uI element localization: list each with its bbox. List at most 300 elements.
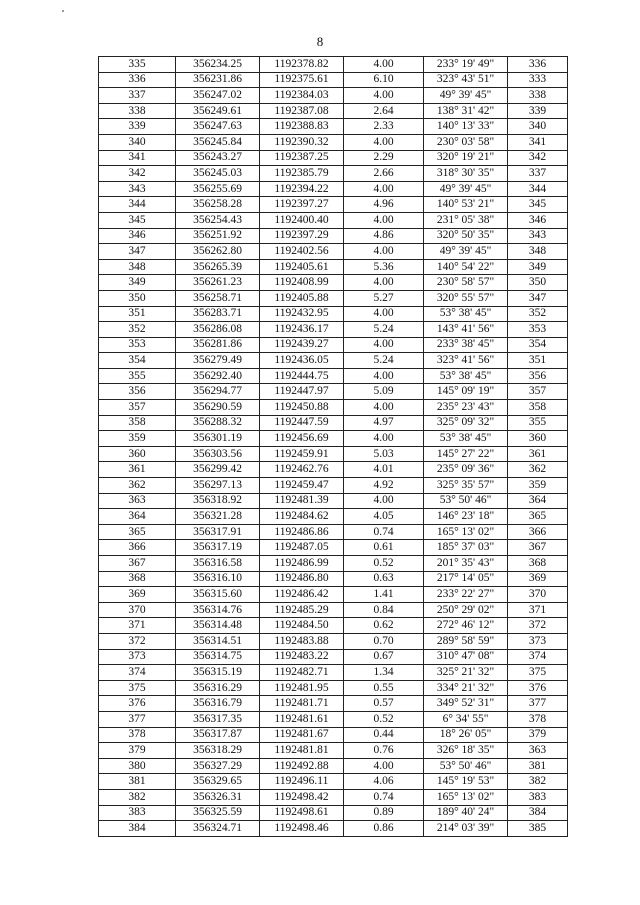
table-row xyxy=(99,462,568,478)
y-coordinate-cell: 1192387.25 xyxy=(260,150,344,166)
x-coordinate-cell: 356316.58 xyxy=(176,556,260,572)
table-row xyxy=(99,540,568,556)
next-point-cell: 384 xyxy=(508,805,568,821)
bearing-cell: 146° 23' 18" xyxy=(424,509,508,525)
next-point-cell: 372 xyxy=(508,618,568,634)
next-point-cell: 365 xyxy=(508,509,568,525)
point-number-cell: 336 xyxy=(99,72,176,88)
table-row xyxy=(99,259,568,275)
next-point-cell: 360 xyxy=(508,431,568,447)
bearing-cell: 189° 40' 24" xyxy=(424,805,508,821)
y-coordinate-cell: 1192390.32 xyxy=(260,134,344,150)
x-coordinate-cell: 356265.39 xyxy=(176,259,260,275)
x-coordinate-cell: 356314.51 xyxy=(176,633,260,649)
table-row xyxy=(99,556,568,572)
y-coordinate-cell: 1192498.42 xyxy=(260,789,344,805)
x-coordinate-cell: 356286.08 xyxy=(176,322,260,338)
y-coordinate-cell: 1192378.82 xyxy=(260,57,344,73)
next-point-cell: 339 xyxy=(508,103,568,119)
x-coordinate-cell: 356292.40 xyxy=(176,368,260,384)
bearing-cell: 235° 09' 36" xyxy=(424,462,508,478)
distance-cell: 4.00 xyxy=(344,493,424,509)
x-coordinate-cell: 356325.59 xyxy=(176,805,260,821)
x-coordinate-cell: 356314.76 xyxy=(176,602,260,618)
distance-cell: 5.24 xyxy=(344,322,424,338)
table-row xyxy=(99,524,568,540)
x-coordinate-cell: 356262.80 xyxy=(176,244,260,260)
y-coordinate-cell: 1192486.80 xyxy=(260,571,344,587)
distance-cell: 0.57 xyxy=(344,696,424,712)
distance-cell: 2.66 xyxy=(344,166,424,182)
next-point-cell: 345 xyxy=(508,197,568,213)
distance-cell: 2.29 xyxy=(344,150,424,166)
y-coordinate-cell: 1192456.69 xyxy=(260,431,344,447)
y-coordinate-cell: 1192397.29 xyxy=(260,228,344,244)
distance-cell: 0.44 xyxy=(344,727,424,743)
table-row xyxy=(99,743,568,759)
point-number-cell: 348 xyxy=(99,259,176,275)
bearing-cell: 323° 43' 51" xyxy=(424,72,508,88)
bearing-cell: 140° 54' 22" xyxy=(424,259,508,275)
table-row xyxy=(99,322,568,338)
next-point-cell: 385 xyxy=(508,821,568,837)
distance-cell: 4.00 xyxy=(344,181,424,197)
x-coordinate-cell: 356316.29 xyxy=(176,680,260,696)
x-coordinate-cell: 356249.61 xyxy=(176,103,260,119)
bearing-cell: 231° 05' 38" xyxy=(424,212,508,228)
bearing-cell: 165° 13' 02" xyxy=(424,524,508,540)
y-coordinate-cell: 1192432.95 xyxy=(260,306,344,322)
y-coordinate-cell: 1192484.50 xyxy=(260,618,344,634)
point-number-cell: 382 xyxy=(99,789,176,805)
table-row xyxy=(99,680,568,696)
x-coordinate-cell: 356316.10 xyxy=(176,571,260,587)
y-coordinate-cell: 1192486.42 xyxy=(260,587,344,603)
bearing-cell: 349° 52' 31" xyxy=(424,696,508,712)
x-coordinate-cell: 356318.29 xyxy=(176,743,260,759)
next-point-cell: 382 xyxy=(508,774,568,790)
x-coordinate-cell: 356258.28 xyxy=(176,197,260,213)
x-coordinate-cell: 356243.27 xyxy=(176,150,260,166)
point-number-cell: 366 xyxy=(99,540,176,556)
point-number-cell: 361 xyxy=(99,462,176,478)
bearing-cell: 310° 47' 08" xyxy=(424,649,508,665)
y-coordinate-cell: 1192482.71 xyxy=(260,665,344,681)
table-row xyxy=(99,275,568,291)
next-point-cell: 358 xyxy=(508,400,568,416)
y-coordinate-cell: 1192384.03 xyxy=(260,88,344,104)
distance-cell: 5.24 xyxy=(344,353,424,369)
y-coordinate-cell: 1192400.40 xyxy=(260,212,344,228)
table-row xyxy=(99,789,568,805)
x-coordinate-cell: 356255.69 xyxy=(176,181,260,197)
bearing-cell: 320° 50' 35" xyxy=(424,228,508,244)
point-number-cell: 378 xyxy=(99,727,176,743)
distance-cell: 4.97 xyxy=(344,415,424,431)
bearing-cell: 233° 38' 45" xyxy=(424,337,508,353)
y-coordinate-cell: 1192450.88 xyxy=(260,400,344,416)
x-coordinate-cell: 356327.29 xyxy=(176,758,260,774)
table-row xyxy=(99,400,568,416)
distance-cell: 4.92 xyxy=(344,478,424,494)
x-coordinate-cell: 356317.35 xyxy=(176,711,260,727)
table-row xyxy=(99,431,568,447)
point-number-cell: 359 xyxy=(99,431,176,447)
distance-cell: 0.63 xyxy=(344,571,424,587)
point-number-cell: 350 xyxy=(99,290,176,306)
y-coordinate-cell: 1192444.75 xyxy=(260,368,344,384)
point-number-cell: 381 xyxy=(99,774,176,790)
table-row xyxy=(99,368,568,384)
bearing-cell: 185° 37' 03" xyxy=(424,540,508,556)
scan-speck xyxy=(62,10,64,12)
x-coordinate-cell: 356317.91 xyxy=(176,524,260,540)
y-coordinate-cell: 1192462.76 xyxy=(260,462,344,478)
table-row xyxy=(99,602,568,618)
x-coordinate-cell: 356261.23 xyxy=(176,275,260,291)
distance-cell: 4.05 xyxy=(344,509,424,525)
y-coordinate-cell: 1192402.56 xyxy=(260,244,344,260)
bearing-cell: 233° 19' 49" xyxy=(424,57,508,73)
x-coordinate-cell: 356281.86 xyxy=(176,337,260,353)
next-point-cell: 354 xyxy=(508,337,568,353)
y-coordinate-cell: 1192483.22 xyxy=(260,649,344,665)
table-row xyxy=(99,72,568,88)
bearing-cell: 289° 58' 59" xyxy=(424,633,508,649)
next-point-cell: 352 xyxy=(508,306,568,322)
next-point-cell: 375 xyxy=(508,665,568,681)
table-row xyxy=(99,649,568,665)
distance-cell: 0.67 xyxy=(344,649,424,665)
y-coordinate-cell: 1192496.11 xyxy=(260,774,344,790)
next-point-cell: 368 xyxy=(508,556,568,572)
bearing-cell: 49° 39' 45" xyxy=(424,181,508,197)
next-point-cell: 379 xyxy=(508,727,568,743)
y-coordinate-cell: 1192481.71 xyxy=(260,696,344,712)
table-row xyxy=(99,57,568,73)
y-coordinate-cell: 1192486.99 xyxy=(260,556,344,572)
table-row xyxy=(99,134,568,150)
point-number-cell: 374 xyxy=(99,665,176,681)
y-coordinate-cell: 1192481.95 xyxy=(260,680,344,696)
x-coordinate-cell: 356314.48 xyxy=(176,618,260,634)
next-point-cell: 338 xyxy=(508,88,568,104)
table-row xyxy=(99,696,568,712)
next-point-cell: 341 xyxy=(508,134,568,150)
next-point-cell: 377 xyxy=(508,696,568,712)
x-coordinate-cell: 356258.71 xyxy=(176,290,260,306)
point-number-cell: 376 xyxy=(99,696,176,712)
table-row xyxy=(99,306,568,322)
next-point-cell: 363 xyxy=(508,743,568,759)
page-number: 8 xyxy=(316,34,324,49)
table-row xyxy=(99,478,568,494)
next-point-cell: 361 xyxy=(508,446,568,462)
point-number-cell: 364 xyxy=(99,509,176,525)
x-coordinate-cell: 356315.60 xyxy=(176,587,260,603)
point-number-cell: 365 xyxy=(99,524,176,540)
point-number-cell: 369 xyxy=(99,587,176,603)
point-number-cell: 377 xyxy=(99,711,176,727)
next-point-cell: 378 xyxy=(508,711,568,727)
y-coordinate-cell: 1192394.22 xyxy=(260,181,344,197)
y-coordinate-cell: 1192436.05 xyxy=(260,353,344,369)
table-row xyxy=(99,181,568,197)
next-point-cell: 344 xyxy=(508,181,568,197)
point-number-cell: 353 xyxy=(99,337,176,353)
point-number-cell: 370 xyxy=(99,602,176,618)
bearing-cell: 18° 26' 05" xyxy=(424,727,508,743)
bearing-cell: 325° 09' 32" xyxy=(424,415,508,431)
bearing-cell: 143° 41' 56" xyxy=(424,322,508,338)
distance-cell: 5.09 xyxy=(344,384,424,400)
bearing-cell: 49° 39' 45" xyxy=(424,88,508,104)
point-number-cell: 354 xyxy=(99,353,176,369)
table-row xyxy=(99,587,568,603)
table-row xyxy=(99,758,568,774)
y-coordinate-cell: 1192481.39 xyxy=(260,493,344,509)
next-point-cell: 346 xyxy=(508,212,568,228)
distance-cell: 4.96 xyxy=(344,197,424,213)
point-number-cell: 340 xyxy=(99,134,176,150)
distance-cell: 4.00 xyxy=(344,758,424,774)
distance-cell: 4.00 xyxy=(344,337,424,353)
y-coordinate-cell: 1192405.88 xyxy=(260,290,344,306)
next-point-cell: 355 xyxy=(508,415,568,431)
distance-cell: 0.61 xyxy=(344,540,424,556)
x-coordinate-cell: 356231.86 xyxy=(176,72,260,88)
table-row xyxy=(99,711,568,727)
y-coordinate-cell: 1192481.81 xyxy=(260,743,344,759)
distance-cell: 0.62 xyxy=(344,618,424,634)
distance-cell: 0.55 xyxy=(344,680,424,696)
y-coordinate-cell: 1192498.46 xyxy=(260,821,344,837)
table-row xyxy=(99,633,568,649)
y-coordinate-cell: 1192487.05 xyxy=(260,540,344,556)
x-coordinate-cell: 356245.84 xyxy=(176,134,260,150)
point-number-cell: 346 xyxy=(99,228,176,244)
table-row xyxy=(99,290,568,306)
point-number-cell: 363 xyxy=(99,493,176,509)
point-number-cell: 373 xyxy=(99,649,176,665)
x-coordinate-cell: 356329.65 xyxy=(176,774,260,790)
table-row xyxy=(99,571,568,587)
bearing-cell: 53° 38' 45" xyxy=(424,368,508,384)
y-coordinate-cell: 1192486.86 xyxy=(260,524,344,540)
y-coordinate-cell: 1192481.67 xyxy=(260,727,344,743)
table-row xyxy=(99,212,568,228)
distance-cell: 4.00 xyxy=(344,306,424,322)
distance-cell: 1.41 xyxy=(344,587,424,603)
point-number-cell: 337 xyxy=(99,88,176,104)
next-point-cell: 383 xyxy=(508,789,568,805)
bearing-cell: 201° 35' 43" xyxy=(424,556,508,572)
next-point-cell: 376 xyxy=(508,680,568,696)
next-point-cell: 349 xyxy=(508,259,568,275)
x-coordinate-cell: 356315.19 xyxy=(176,665,260,681)
bearing-cell: 140° 53' 21" xyxy=(424,197,508,213)
bearing-cell: 53° 50' 46" xyxy=(424,493,508,509)
x-coordinate-cell: 356324.71 xyxy=(176,821,260,837)
y-coordinate-cell: 1192385.79 xyxy=(260,166,344,182)
point-number-cell: 358 xyxy=(99,415,176,431)
point-number-cell: 362 xyxy=(99,478,176,494)
bearing-cell: 217° 14' 05" xyxy=(424,571,508,587)
y-coordinate-cell: 1192408.99 xyxy=(260,275,344,291)
distance-cell: 4.00 xyxy=(344,88,424,104)
x-coordinate-cell: 356301.19 xyxy=(176,431,260,447)
distance-cell: 2.33 xyxy=(344,119,424,135)
x-coordinate-cell: 356234.25 xyxy=(176,57,260,73)
next-point-cell: 362 xyxy=(508,462,568,478)
distance-cell: 4.86 xyxy=(344,228,424,244)
point-number-cell: 380 xyxy=(99,758,176,774)
bearing-cell: 140° 13' 33" xyxy=(424,119,508,135)
y-coordinate-cell: 1192484.62 xyxy=(260,509,344,525)
x-coordinate-cell: 356318.92 xyxy=(176,493,260,509)
distance-cell: 0.84 xyxy=(344,602,424,618)
distance-cell: 4.00 xyxy=(344,431,424,447)
point-number-cell: 384 xyxy=(99,821,176,837)
point-number-cell: 341 xyxy=(99,150,176,166)
distance-cell: 4.00 xyxy=(344,368,424,384)
bearing-cell: 250° 29' 02" xyxy=(424,602,508,618)
table-row xyxy=(99,166,568,182)
x-coordinate-cell: 356254.43 xyxy=(176,212,260,228)
point-number-cell: 357 xyxy=(99,400,176,416)
bearing-cell: 49° 39' 45" xyxy=(424,244,508,260)
distance-cell: 4.00 xyxy=(344,212,424,228)
next-point-cell: 340 xyxy=(508,119,568,135)
bearing-cell: 272° 46' 12" xyxy=(424,618,508,634)
x-coordinate-cell: 356279.49 xyxy=(176,353,260,369)
x-coordinate-cell: 356251.92 xyxy=(176,228,260,244)
bearing-cell: 334° 21' 32" xyxy=(424,680,508,696)
next-point-cell: 373 xyxy=(508,633,568,649)
point-number-cell: 342 xyxy=(99,166,176,182)
table-row xyxy=(99,509,568,525)
next-point-cell: 357 xyxy=(508,384,568,400)
bearing-cell: 323° 41' 56" xyxy=(424,353,508,369)
point-number-cell: 375 xyxy=(99,680,176,696)
y-coordinate-cell: 1192436.17 xyxy=(260,322,344,338)
next-point-cell: 356 xyxy=(508,368,568,384)
distance-cell: 0.89 xyxy=(344,805,424,821)
x-coordinate-cell: 356317.19 xyxy=(176,540,260,556)
y-coordinate-cell: 1192447.59 xyxy=(260,415,344,431)
distance-cell: 4.00 xyxy=(344,244,424,260)
x-coordinate-cell: 356317.87 xyxy=(176,727,260,743)
y-coordinate-cell: 1192405.61 xyxy=(260,259,344,275)
distance-cell: 2.64 xyxy=(344,103,424,119)
next-point-cell: 343 xyxy=(508,228,568,244)
y-coordinate-cell: 1192387.08 xyxy=(260,103,344,119)
table-row xyxy=(99,446,568,462)
distance-cell: 5.03 xyxy=(344,446,424,462)
bearing-cell: 320° 19' 21" xyxy=(424,150,508,166)
point-number-cell: 335 xyxy=(99,57,176,73)
point-number-cell: 338 xyxy=(99,103,176,119)
table-row xyxy=(99,119,568,135)
point-number-cell: 349 xyxy=(99,275,176,291)
next-point-cell: 351 xyxy=(508,353,568,369)
table-row xyxy=(99,774,568,790)
next-point-cell: 336 xyxy=(508,57,568,73)
distance-cell: 0.74 xyxy=(344,789,424,805)
next-point-cell: 369 xyxy=(508,571,568,587)
y-coordinate-cell: 1192483.88 xyxy=(260,633,344,649)
y-coordinate-cell: 1192397.27 xyxy=(260,197,344,213)
bearing-cell: 53° 38' 45" xyxy=(424,431,508,447)
table-row xyxy=(99,88,568,104)
point-number-cell: 368 xyxy=(99,571,176,587)
y-coordinate-cell: 1192481.61 xyxy=(260,711,344,727)
x-coordinate-cell: 356297.13 xyxy=(176,478,260,494)
point-number-cell: 343 xyxy=(99,181,176,197)
table-row xyxy=(99,337,568,353)
table-row xyxy=(99,727,568,743)
point-number-cell: 355 xyxy=(99,368,176,384)
distance-cell: 4.06 xyxy=(344,774,424,790)
x-coordinate-cell: 356247.02 xyxy=(176,88,260,104)
bearing-cell: 326° 18' 35" xyxy=(424,743,508,759)
bearing-cell: 165° 13' 02" xyxy=(424,789,508,805)
bearing-cell: 325° 21' 32" xyxy=(424,665,508,681)
y-coordinate-cell: 1192439.27 xyxy=(260,337,344,353)
table-row xyxy=(99,228,568,244)
point-number-cell: 347 xyxy=(99,244,176,260)
bearing-cell: 230° 03' 58" xyxy=(424,134,508,150)
next-point-cell: 374 xyxy=(508,649,568,665)
table-row xyxy=(99,665,568,681)
table-row xyxy=(99,384,568,400)
x-coordinate-cell: 356294.77 xyxy=(176,384,260,400)
bearing-cell: 53° 38' 45" xyxy=(424,306,508,322)
next-point-cell: 371 xyxy=(508,602,568,618)
point-number-cell: 345 xyxy=(99,212,176,228)
y-coordinate-cell: 1192459.47 xyxy=(260,478,344,494)
coordinates-table xyxy=(98,56,568,837)
distance-cell: 4.00 xyxy=(344,400,424,416)
x-coordinate-cell: 356326.31 xyxy=(176,789,260,805)
bearing-cell: 145° 09' 19" xyxy=(424,384,508,400)
distance-cell: 0.74 xyxy=(344,524,424,540)
bearing-cell: 53° 50' 46" xyxy=(424,758,508,774)
distance-cell: 4.00 xyxy=(344,57,424,73)
distance-cell: 5.36 xyxy=(344,259,424,275)
y-coordinate-cell: 1192388.83 xyxy=(260,119,344,135)
x-coordinate-cell: 356283.71 xyxy=(176,306,260,322)
bearing-cell: 230° 58' 57" xyxy=(424,275,508,291)
x-coordinate-cell: 356321.28 xyxy=(176,509,260,525)
coordinates-table-body xyxy=(99,57,568,837)
bearing-cell: 325° 35' 57" xyxy=(424,478,508,494)
distance-cell: 0.76 xyxy=(344,743,424,759)
table-row xyxy=(99,244,568,260)
next-point-cell: 359 xyxy=(508,478,568,494)
x-coordinate-cell: 356316.79 xyxy=(176,696,260,712)
next-point-cell: 350 xyxy=(508,275,568,291)
table-row xyxy=(99,150,568,166)
bearing-cell: 138° 31' 42" xyxy=(424,103,508,119)
point-number-cell: 372 xyxy=(99,633,176,649)
distance-cell: 4.00 xyxy=(344,275,424,291)
point-number-cell: 351 xyxy=(99,306,176,322)
distance-cell: 0.70 xyxy=(344,633,424,649)
next-point-cell: 367 xyxy=(508,540,568,556)
next-point-cell: 381 xyxy=(508,758,568,774)
distance-cell: 0.52 xyxy=(344,556,424,572)
